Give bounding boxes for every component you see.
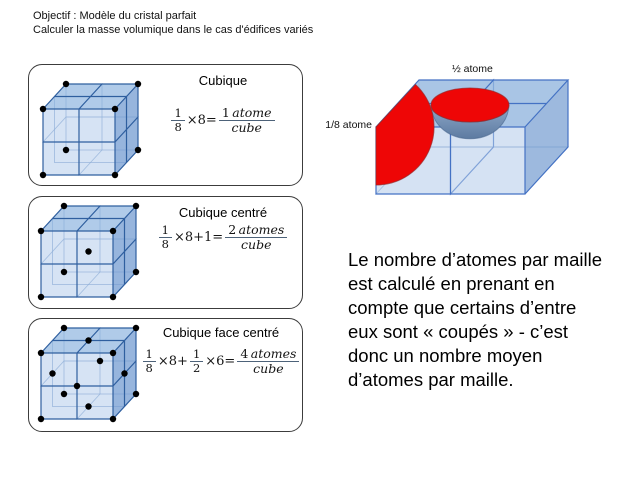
header-subtitle: Calculer la masse volumique dans le cas d'édifices variés: [33, 23, 314, 36]
operator: ×8=: [186, 113, 217, 129]
eighth-atom-label: 1/8 atome: [325, 119, 372, 131]
result-fraction: $\frac{\text{4 atomes}}{\text{cube}}$: [237, 347, 299, 377]
unit-cell-illustration: [356, 74, 596, 206]
header: [33, 10, 313, 37]
half-atom-red-disc: [431, 88, 509, 122]
operator: ×8+: [157, 354, 188, 370]
half-atom-label: ½ atome: [452, 63, 493, 75]
fraction-1-8: $\frac{1}{8}$: [171, 107, 184, 134]
fraction-1-8: $\frac{1}{8}$: [159, 224, 172, 251]
header-title: Objectif : Modèle du cristal parfait: [33, 10, 197, 22]
structure-box-cubique: [28, 64, 303, 186]
box-title: Cubique centré: [178, 205, 268, 220]
operator: ×8+1=: [173, 230, 224, 246]
formula-cubique-centre: [147, 223, 299, 253]
note-text: Le nombre d’atomes par maille est calculé en prenant en compte que certains d’entre eux sont « coupés » - c’est donc un nombre moyen d’atomes par maille.: [348, 249, 602, 390]
structure-box-cubique-face-centre: [28, 318, 303, 432]
box-title: Cubique face centré: [162, 325, 280, 340]
result-fraction: $\frac{\text{2 atomes}}{\text{cube}}$: [225, 223, 287, 253]
fraction-1-2: $\frac{1}{2}$: [190, 348, 203, 375]
operator: ×6=: [205, 354, 236, 370]
result-fraction: $\frac{\text{1 atome}}{\text{cube}}$: [219, 106, 275, 136]
formula-cubique: [147, 106, 299, 136]
fraction-1-8: $\frac{1}{8}$: [143, 348, 156, 375]
formula-cubique-face-centre: [141, 347, 301, 377]
structure-box-cubique-centre: [28, 196, 303, 309]
box-title: Cubique: [198, 73, 248, 88]
